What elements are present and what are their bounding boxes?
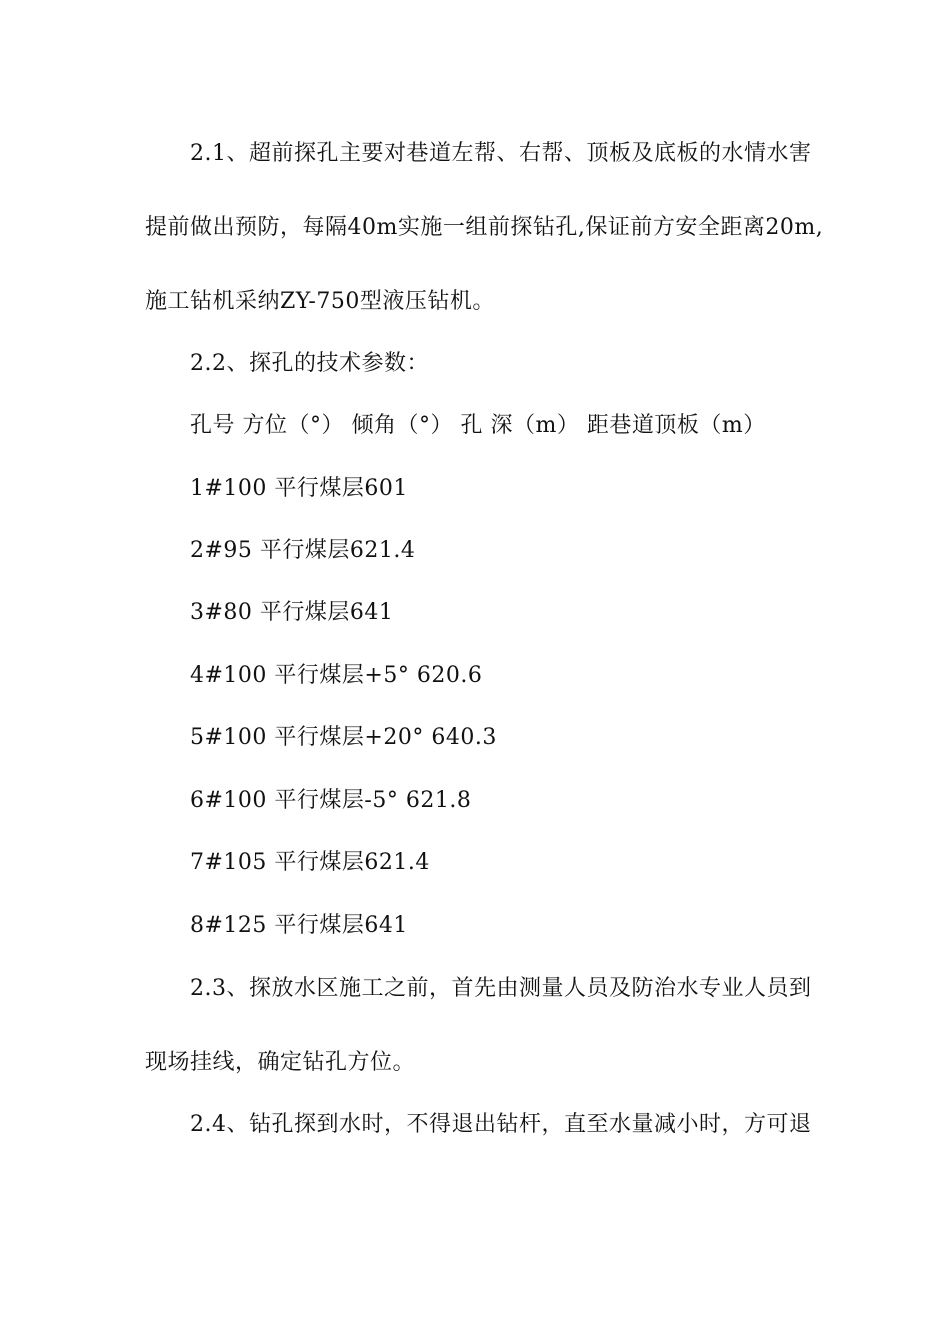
parameters-row-5: 5#100 平行煤层+20° 640.3 xyxy=(190,725,497,750)
parameters-row-3: 3#80 平行煤层641 xyxy=(190,600,394,625)
paragraph-2-1-line-2: 提前做出预防，每隔40m实施一组前探钻孔,保证前方安全距离20m, xyxy=(145,215,824,240)
parameters-row-6: 6#100 平行煤层-5° 621.8 xyxy=(190,788,472,813)
parameters-row-4: 4#100 平行煤层+5° 620.6 xyxy=(190,663,483,688)
paragraph-2-1-line-1: 2.1、超前探孔主要对巷道左帮、右帮、顶板及底板的水情水害 xyxy=(190,141,812,166)
parameters-row-1: 1#100 平行煤层601 xyxy=(190,476,408,501)
parameters-row-2: 2#95 平行煤层621.4 xyxy=(190,538,416,563)
paragraph-2-4-line-1: 2.4、钻孔探到水时，不得退出钻杆，直至水量减小时，方可退 xyxy=(190,1112,812,1137)
paragraph-2-3-line-1: 2.3、探放水区施工之前，首先由测量人员及防治水专业人员到 xyxy=(190,976,812,1001)
section-2-2-heading: 2.2、探孔的技术参数： xyxy=(190,351,429,376)
paragraph-2-3-line-2: 现场挂线，确定钻孔方位。 xyxy=(145,1050,416,1075)
parameters-row-7: 7#105 平行煤层621.4 xyxy=(190,850,430,875)
parameters-table-header: 孔号 方位（°） 倾角（°） 孔 深（m） 距巷道顶板（m） xyxy=(190,413,766,438)
paragraph-2-1-line-3: 施工钻机采纳ZY-750型液压钻机。 xyxy=(145,289,495,314)
parameters-row-8: 8#125 平行煤层641 xyxy=(190,913,408,938)
